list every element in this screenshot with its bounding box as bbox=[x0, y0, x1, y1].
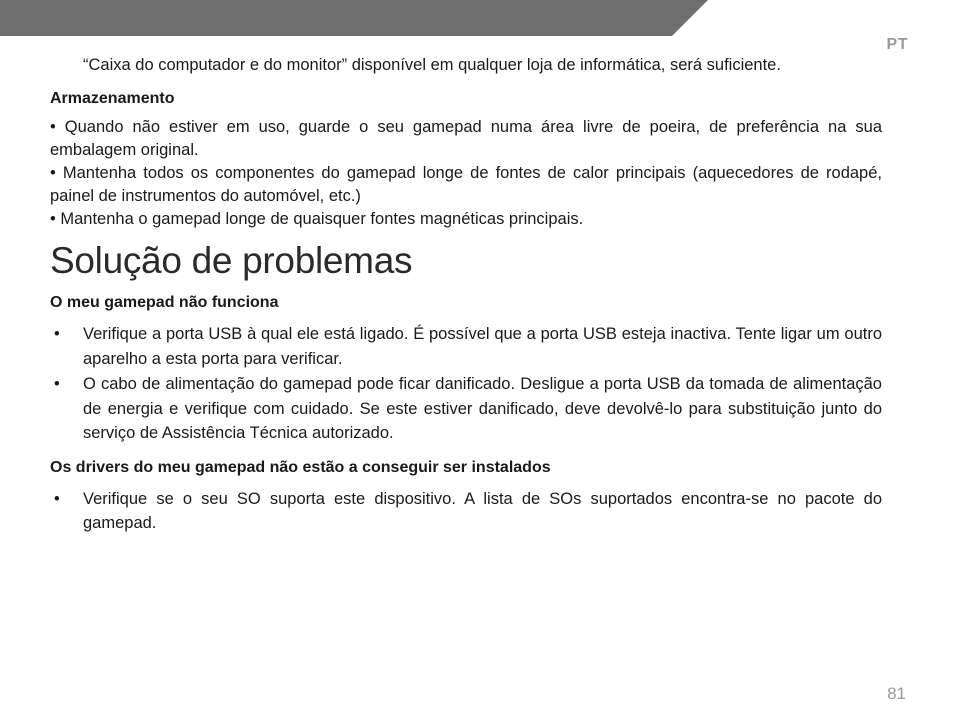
list-item: • Verifique se o seu SO suporta este dispositivo. A lista de SOs suportados encontra-se no pacote do gamepad. bbox=[50, 487, 882, 536]
page-number: 81 bbox=[887, 684, 906, 703]
header-band-shape bbox=[0, 0, 708, 36]
language-tag: PT bbox=[886, 36, 908, 53]
page-content bbox=[50, 54, 882, 537]
storage-heading: Armazenamento bbox=[50, 90, 175, 107]
drivers-list bbox=[50, 487, 882, 536]
list-item: • O cabo de alimentação do gamepad pode ficar danificado. Desligue a porta USB da tomada de alimentação de energia e verifique com cuidado. Se este estiver danificado, deve devolvê-lo para substituição junto do serviço de Assistência Técnica autorizado. bbox=[50, 372, 882, 446]
bullet-dot: • bbox=[54, 489, 60, 508]
storage-list bbox=[50, 116, 882, 231]
storage-item: • Mantenha o gamepad longe de quaisquer fontes magnéticas principais. bbox=[50, 210, 584, 228]
section-heading-drivers: Os drivers do meu gamepad não estão a conseguir ser instalados bbox=[50, 458, 551, 476]
intro-tail-paragraph: “Caixa do computador e do monitor” disponível em qualquer loja de informática, será suficiente. bbox=[83, 56, 781, 74]
gamepad-not-working-list bbox=[50, 322, 882, 446]
list-item: • Verifique a porta USB à qual ele está ligado. É possível que a porta USB esteja inactiva. Tente ligar um outro aparelho a esta porta para verificar. bbox=[50, 322, 882, 371]
storage-item: • Mantenha todos os componentes do gamepad longe de fontes de calor principais (aquecedores de rodapé, painel de instrumentos do automóvel, etc.) bbox=[50, 164, 882, 205]
troubleshooting-title: Solução de problemas bbox=[50, 240, 413, 281]
header-band bbox=[0, 0, 954, 38]
bullet-dot: • bbox=[54, 325, 60, 343]
bullet-dot: • bbox=[54, 375, 60, 393]
storage-item: • Quando não estiver em uso, guarde o seu gamepad numa área livre de poeira, de preferência na sua embalagem original. bbox=[50, 118, 882, 159]
section-heading-gamepad-not-working: O meu gamepad não funciona bbox=[50, 294, 279, 311]
